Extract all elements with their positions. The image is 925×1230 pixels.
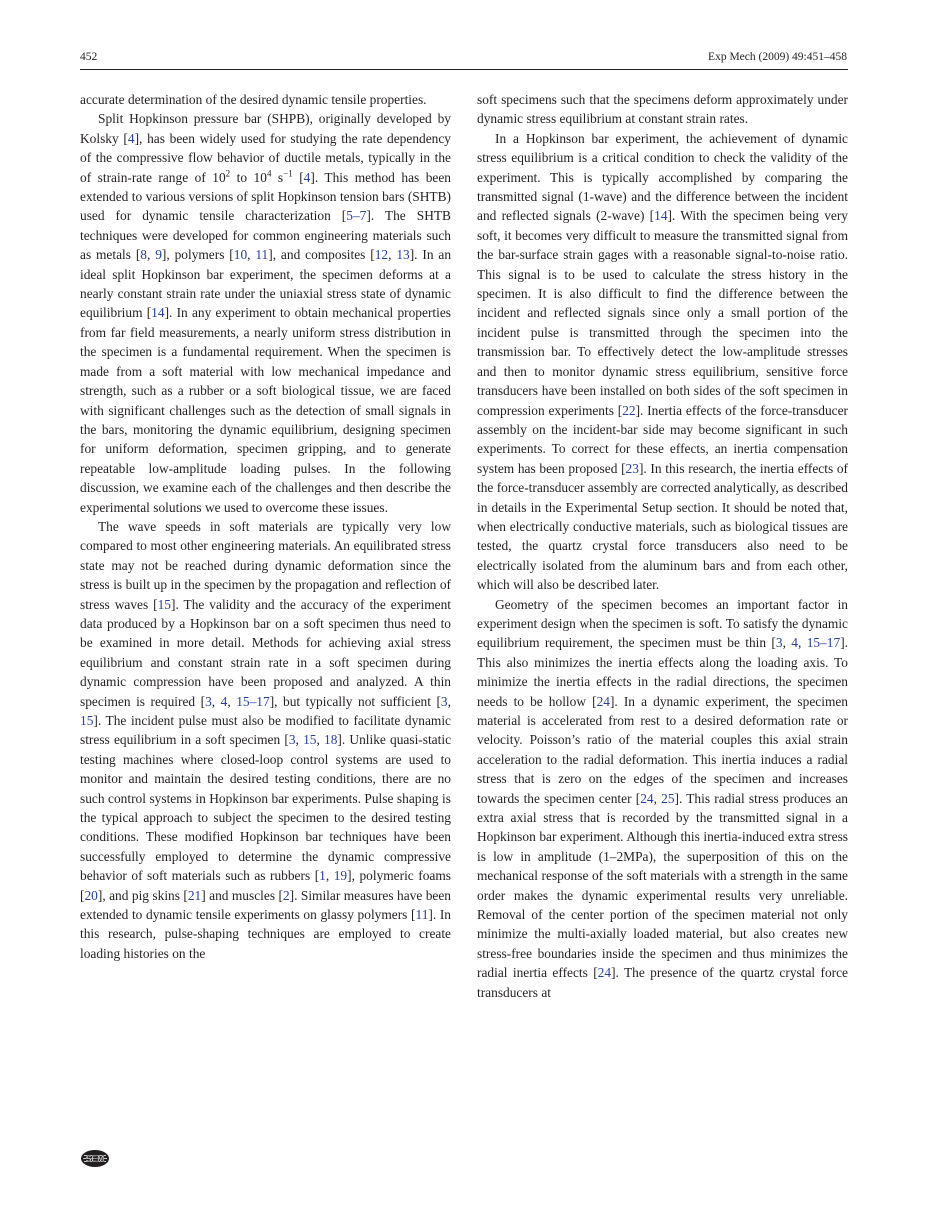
text-run: ]. This also minimizes the inertia effects along the loading axis. To minimize the inertia effects in the radial directions, the specimen needs to be hollow [ xyxy=(477,635,848,709)
citation-link[interactable]: 15 xyxy=(157,596,171,612)
svg-text:SEM: SEM xyxy=(85,1153,105,1164)
journal-reference: Exp Mech (2009) 49:451–458 xyxy=(708,51,847,63)
text-run: ]. The presence of the quartz crystal force transducers at xyxy=(477,965,848,1000)
left-paragraph-2 xyxy=(80,109,451,517)
right-paragraph-2 xyxy=(477,129,848,595)
citation-link[interactable]: 25 xyxy=(661,790,675,806)
right-paragraph-3 xyxy=(477,595,848,1003)
text-run: , xyxy=(782,635,792,651)
text-run: ], and pig skins [ xyxy=(97,887,188,903)
text-run: ]. In this research, pulse-shaping techniques are employed to create loading histories on the xyxy=(80,907,451,961)
text-run: ]. In this research, the inertia effects of the force-transducer assembly are corrected analytically, as described in details in the Experimental Setup section. It should be noted that, when electrically conductive materials, such as biological tissues are tested, the quartz crystal force transducers also need to be electrically isolated from the aluminum bars and from each other, which will also be described later. xyxy=(477,460,848,593)
citation-link[interactable]: 3 xyxy=(440,693,448,709)
text-run: ]. Similar measures have been extended to dynamic tensile experiments on glassy polymers [ xyxy=(80,887,451,923)
citation-link[interactable]: 14 xyxy=(654,208,668,224)
text-run: ]. In an ideal split Hopkinson bar experiment, the specimen deforms at a nearly constant strain rate under the uniaxial stress state of dynamic equilibrium [ xyxy=(80,247,451,321)
left-paragraph-3 xyxy=(80,517,451,963)
text-run: Geometry of the specimen becomes an important factor in experiment design when the specimen is soft. To satisfy the dynamic equilibrium requirement, the specimen must be thin [ xyxy=(477,596,848,651)
right-column xyxy=(477,90,848,1120)
citation-link[interactable]: 12 xyxy=(374,247,389,263)
text-run: In a Hopkinson bar experiment, the achievement of dynamic stress equilibrium is a critical condition to check the validity of the experiment. This is typically accomplished by comparing the transmitted signal (1-wave) and the difference between the incident and reflected signals (2-wave) [ xyxy=(477,130,848,224)
text-run: ]. The incident pulse must also be modified to facilitate dynamic stress equilibrium in a soft specimen [ xyxy=(80,713,451,748)
citation-link[interactable]: 15–17 xyxy=(806,635,841,651)
citation-link[interactable]: 1 xyxy=(319,868,326,884)
text-run: ] and muscles [ xyxy=(201,887,283,903)
citation-link[interactable]: 21 xyxy=(187,887,202,903)
citation-link[interactable]: 10 xyxy=(233,247,248,263)
text-run: ]. The SHTB techniques were developed for common engineering materials such as metals [ xyxy=(80,208,451,263)
citation-link[interactable]: 24 xyxy=(597,965,612,981)
exponent: 2 xyxy=(225,168,231,179)
citation-link[interactable]: 15 xyxy=(80,713,94,728)
citation-link[interactable]: 3 xyxy=(288,732,296,748)
header-rule xyxy=(80,69,848,70)
citation-link[interactable]: 4 xyxy=(220,693,228,709)
citation-link[interactable]: 3 xyxy=(775,635,783,651)
left-paragraph-1: accurate determination of the desired dynamic tensile properties. xyxy=(80,92,427,107)
text-run: ]. With the specimen being very soft, it becomes very difficult to measure the transmitted signal from the bar-surface strain gages with a reasonable signal-to-noise ratio. This signal is to be used to calculate the stress history in the specimen. It is also difficult to find the difference between the incident and reflected signals since only a small portion of the incident pulse is transmitted through the specimen into the transmission bar. To effectively detect the low-amplitude stresses and then to monitor dynamic stress equilibrium, sensitive force transducers have been installed on both sides of the soft specimen in compression experiments [ xyxy=(477,208,848,418)
text-run: , xyxy=(247,247,256,263)
citation-link[interactable]: 23 xyxy=(625,460,639,476)
sem-logo-icon xyxy=(80,1149,110,1168)
page-number: 452 xyxy=(80,51,98,63)
citation-link[interactable]: 15 xyxy=(303,732,317,748)
text-run: ], and composites [ xyxy=(268,247,375,263)
exponent: 4 xyxy=(266,168,272,179)
text-run: Split Hopkinson pressure bar (SHPB), originally developed by Kolsky [ xyxy=(80,111,451,146)
text-run: ]. Unlike quasi-static testing machines where closed-loop control systems are used to monitor and maintain the desired testing conditions, there are no such control systems in Hopkinson bar experiments. Pulse shaping is the typical approach to subject the specimen to the desired testing conditions. These modified Hopkinson bar techniques have been successfully employed to determine the dynamic compressive behavior of soft materials such as rubbers [ xyxy=(80,732,451,884)
citation-link[interactable]: 4 xyxy=(303,169,311,185)
text-run: , xyxy=(388,247,397,263)
citation-link[interactable]: 14 xyxy=(151,305,165,321)
left-column xyxy=(80,90,451,1120)
citation-link[interactable]: 15–17 xyxy=(236,693,270,709)
text-run: , xyxy=(798,635,807,651)
text-run: ]. This radial stress produces an extra axial stress that is recorded by the transmitted signal in a Hopkinson bar experiment. Although this inertia-induced extra stress is low in amplitude (1–2MPa), the superposition of this on the mechanical response of the soft materials with a strength in the same order makes the dynamic experimental results very unreliable. Removal of the center portion of the specimen material not only minimize the multi-axially loaded material, but also creates new stress-free boundaries inside the specimen and thus minimizes the radial inertia effects [ xyxy=(477,790,848,981)
citation-link[interactable]: 11 xyxy=(415,907,429,923)
text-run: , xyxy=(227,693,237,709)
text-run: ], but typically not sufficient [ xyxy=(269,693,441,709)
text-run: [ xyxy=(292,169,304,185)
citation-link[interactable]: 24 xyxy=(596,693,610,709)
citation-link[interactable]: 11 xyxy=(255,247,269,263)
text-run: , xyxy=(316,732,325,748)
text-run: ]. Inertia effects of the force-transducer assembly on the incident-bar side may become significant in such experiments. To correct for these effects, an inertia compensation system has been proposed [ xyxy=(477,402,848,476)
text-run: , xyxy=(447,693,451,709)
citation-link[interactable]: 18 xyxy=(324,732,338,748)
text-run: ], has been widely used for studying the rate dependency of the compressive flow behavior of ductile metals, typically in the of strain-rate range of 10 xyxy=(80,130,451,185)
citation-link[interactable]: 8 xyxy=(140,247,147,263)
text-run: , xyxy=(325,868,334,884)
citation-link[interactable]: 19 xyxy=(333,868,348,884)
text-run: , xyxy=(653,790,662,806)
citation-link[interactable]: 3 xyxy=(205,693,212,709)
text-run: ], polymeric foams [ xyxy=(80,868,451,903)
text-run: ]. This method has been extended to various versions of split Hopkinson tension bars (SHTB) used for dynamic tensile characterization [ xyxy=(80,169,451,224)
text-run: The wave speeds in soft materials are typically very low compared to most other engineering materials. An equilibrated stress state may not be reached during dynamic deformation since the stress is built up in the specimen by the propagation and reflection of stress waves [ xyxy=(80,518,451,612)
citation-link[interactable]: 4 xyxy=(127,130,135,146)
exponent: −1 xyxy=(283,168,293,179)
citation-link[interactable]: 4 xyxy=(791,635,798,651)
citation-link[interactable]: 2 xyxy=(282,887,290,903)
text-run: s xyxy=(271,169,284,185)
citation-link[interactable]: 22 xyxy=(622,402,636,418)
text-run: ]. In any experiment to obtain mechanical properties from far field measurements, a nearly uniform stress distribution in the specimen is a fundamental requirement. When the specimen is made from a soft material with low mechanical impedance and strength, such as a rubber or a soft biological tissue, we are faced with significant challenges such as the detection of small signals in the bars, monitoring the dynamic equilibrium, designing specimen for uniform deformation, specimen gripping, and to generate repeatable low-amplitude loading pulses. In the following discussion, we examine each of the challenges and then describe the experimental solutions we used to overcome these issues. xyxy=(80,305,451,515)
text-run: , xyxy=(147,247,156,263)
citation-link[interactable]: 13 xyxy=(396,247,410,263)
citation-link[interactable]: 9 xyxy=(155,247,162,263)
text-run: , xyxy=(211,693,221,709)
text-run: , xyxy=(295,732,304,748)
text-run: to 10 xyxy=(230,169,267,185)
citation-link[interactable]: 5–7 xyxy=(346,208,367,224)
citation-link[interactable]: 20 xyxy=(84,887,98,903)
text-run: ]. In a dynamic experiment, the specimen material is accelerated from rest to a desired deformation rate or velocity. Poisson’s ratio of the material couples this axial strain acceleration to the radial deformation. This inertia induces a radial stress that is zero on the edges of the specimen and increases towards the specimen center [ xyxy=(477,693,848,806)
citation-link[interactable]: 24 xyxy=(640,790,654,806)
right-paragraph-1: soft specimens such that the specimens deform approximately under dynamic stress equilibrium at constant strain rates. xyxy=(477,92,848,127)
text-run: ]. The validity and the accuracy of the experiment data produced by a Hopkinson bar on a soft specimen thus need to be examined in more detail. Methods for achieving axial stress equilibrium and constant strain rate in a soft specimen during dynamic compression have been proposed and analyzed. A thin specimen is required [ xyxy=(80,596,451,709)
text-run: ], polymers [ xyxy=(161,247,234,263)
